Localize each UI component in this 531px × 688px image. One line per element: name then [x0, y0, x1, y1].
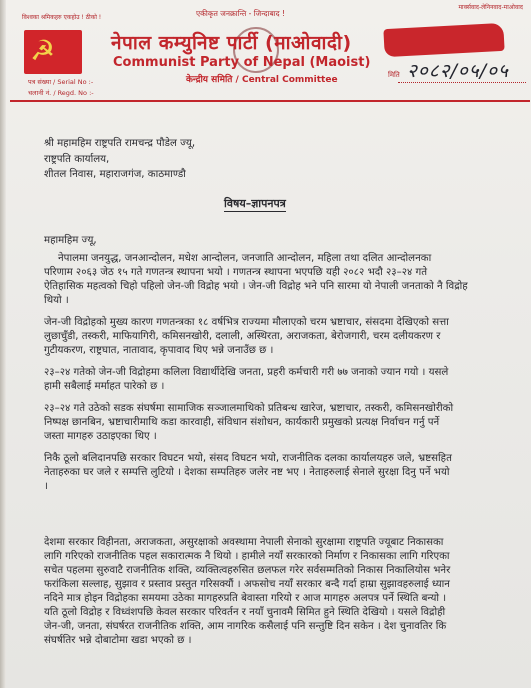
paragraph-line: देशमा सरकार विहीनता, अराजकता, असुरक्षाको अवस्थामा नेपाली सेनाको सुरक्षामा राष्ट्रपति ज्यूबाट निकासका	[44, 537, 444, 548]
paragraph-line: गुटीयकरण, राष्ट्रघात, नातावाद, कृपावाद थिए भन्ने जनाउँछ छ ।	[44, 345, 274, 356]
party-name-english: Communist Party of Nepal (Maoist)	[113, 55, 371, 70]
handwritten-date: २०८२/०५/०५	[407, 60, 509, 82]
slogan-right: मार्क्सवाद-लेनिनवाद-माओवाद	[458, 4, 523, 11]
slogan-center: एकीकृत जनक्रान्ति - जिन्दाबाद !	[196, 9, 286, 18]
addressee-line-1: श्री महामहिम राष्ट्रपति रामचन्द्र पौडेल ज्यू,	[44, 138, 196, 149]
letterhead-divider	[10, 100, 530, 102]
paragraph-line: २३–२४ गतेको जेन-जी विद्रोहमा कलिला विद्यार्थीदेखि जनता, प्रहरी कर्मचारी गरी ७७ जनाको ज्यान गयो । यसले	[44, 367, 449, 378]
hammer-sickle-icon: ☭	[30, 34, 56, 67]
addressee-line-3: शीतल निवास, महाराजगंज, काठमाण्डौ	[44, 169, 186, 180]
paragraph-line: संघर्षतिर भन्ने दोबाटोमा खडा भएको छ ।	[44, 635, 192, 646]
paragraph-line: परिणाम २०६३ जेठ १५ गते गणतन्त्र स्थापना भयो । गणतन्त्र स्थापना भएपछि यही २०८२ भदौ २३–२४ गते	[44, 267, 428, 278]
paragraph-line: नेपालमा जनयुद्ध, जनआन्दोलन, मधेश आन्दोलन, जनजाति आन्दोलन, महिला तथा दलित आन्दोलनका	[58, 253, 432, 264]
paragraph-line: सचेत पहलमा सुरुवाटै राजनीतिक शक्ति, व्यक्तित्वहरुसित छलफल गरेर सर्वसम्मतिको निकास निकालियोस भनेर	[44, 565, 451, 576]
paragraph-line: २३–२४ गते उठेको सडक संघर्षमा सामाजिक सञ्जालमाथिको प्रतिबन्ध खारेज, भ्रष्टाचार, तस्करी, कमिसनखोरीको	[44, 403, 454, 414]
party-flag-logo	[24, 30, 82, 74]
paragraph-line: हामी सबैलाई मर्माहत पारेको छ ।	[44, 381, 165, 392]
paragraph-line: निकै ठूलो बलिदानपछि सरकार विघटन भयो, संसद विघटन भयो, राजनीतिक दलका कार्यालयहरु जले, भ्रष्टसहित	[44, 453, 452, 464]
brush-stroke-logo	[383, 23, 504, 57]
paragraph-line: थियो ।	[44, 295, 69, 306]
party-name-nepali: नेपाल कम्युनिष्ट पार्टी (माओवादी)	[111, 32, 352, 54]
paragraph-line: जस्ता मागहरु उठाइएका थिए ।	[44, 431, 157, 442]
paragraph-line: निष्पक्ष छानबिन, भ्रष्टाचारीमाथि कडा कारवाही, संविधान संशोधन, कार्यकारी प्रमुखको प्रत्यक्ष निर्वाचन गर्नु पर्ने	[44, 417, 440, 428]
central-committee-label: केन्द्रीय समिति / Central Committee	[186, 75, 338, 85]
date-label: मिति	[388, 71, 400, 79]
paragraph-line: जेन-जी विद्रोहको मुख्य कारण गणतन्त्रका १८ वर्षभित्र राज्यमा मौलाएको चरम भ्रष्टाचार, संसदमा देखिएको सत्ता	[44, 317, 449, 328]
salutation: महामहिम ज्यू,	[44, 235, 97, 246]
paragraph-line: ऐतिहासिक महत्वको चिहो पहिलो जेन-जी विद्रोह भयो । जेन-जी विद्रोह भने पनि सारमा यो नेपाली जनताको नै विद्रोह	[44, 281, 468, 292]
paragraph-line: नेताहरुका घर जले र सम्पत्ति लुटियो । देशका सम्पतिहरु जलेर नष्ट भए । नेताहरुलाई सेनाले सुरक्षा दिनु पर्ने भयो	[44, 467, 450, 478]
paragraph-line: लागि गरिएको राजनीतिक पहल सकारात्मक नै थियो । हामीले नयाँ सरकारको निर्माण र निकासका लागि गरिएका	[44, 551, 450, 562]
paragraph-line: यति ठूलो विद्रोह र विध्वंशपछि केवल सरकार परिवर्तन र नयाँ चुनावमै सिमित हुने स्थिति देखियो । यसले विद्रोही	[44, 607, 446, 618]
serial-number-label: पत्र संख्या / Serial No :-	[28, 78, 94, 86]
page-edge-shadow	[0, 0, 6, 688]
paragraph-line: नदिने मात्र होइन विद्रोहका समयमा उठेका मागहरुप्रति बेवास्ता गरियो र आज मागहरु अलपत्र पर्ने स्थिति बन्यो ।	[44, 593, 447, 604]
addressee-line-2: राष्ट्रपति कार्यालय,	[44, 154, 110, 165]
registration-number-label: चलानी नं. / Regd. No :-	[28, 89, 94, 97]
paragraph-line: लुछाचुँडी, तस्करी, माफियागिरी, कमिसनखोरी, दलाली, अस्थिरता, अराजकता, बेरोजगारी, चरम दलीयकरण र	[44, 331, 441, 342]
paragraph-line: फरांकिला सल्लाह, सुझाव र प्रस्ताव प्रस्तुत गरिसक्यौं । अफसोच नयाँ सरकार बन्दै गर्दा हाम्रा सुझावहरुलाई ध्यान	[44, 579, 450, 590]
paragraph-line: जेन-जी, जनता, संघर्षरत राजनीतिक शक्ति, आम नागरिक कसैलाई पनि सन्तुष्टि दिन सकेन । देश चुनावतिर कि	[44, 621, 447, 632]
slogan-left: विश्वका श्रमिकहरु एकहोउ ! ठीको !	[22, 14, 102, 21]
paragraph-line: ।	[44, 481, 48, 492]
subject-heading: विषय–ज्ञापनपत्र	[224, 197, 286, 210]
